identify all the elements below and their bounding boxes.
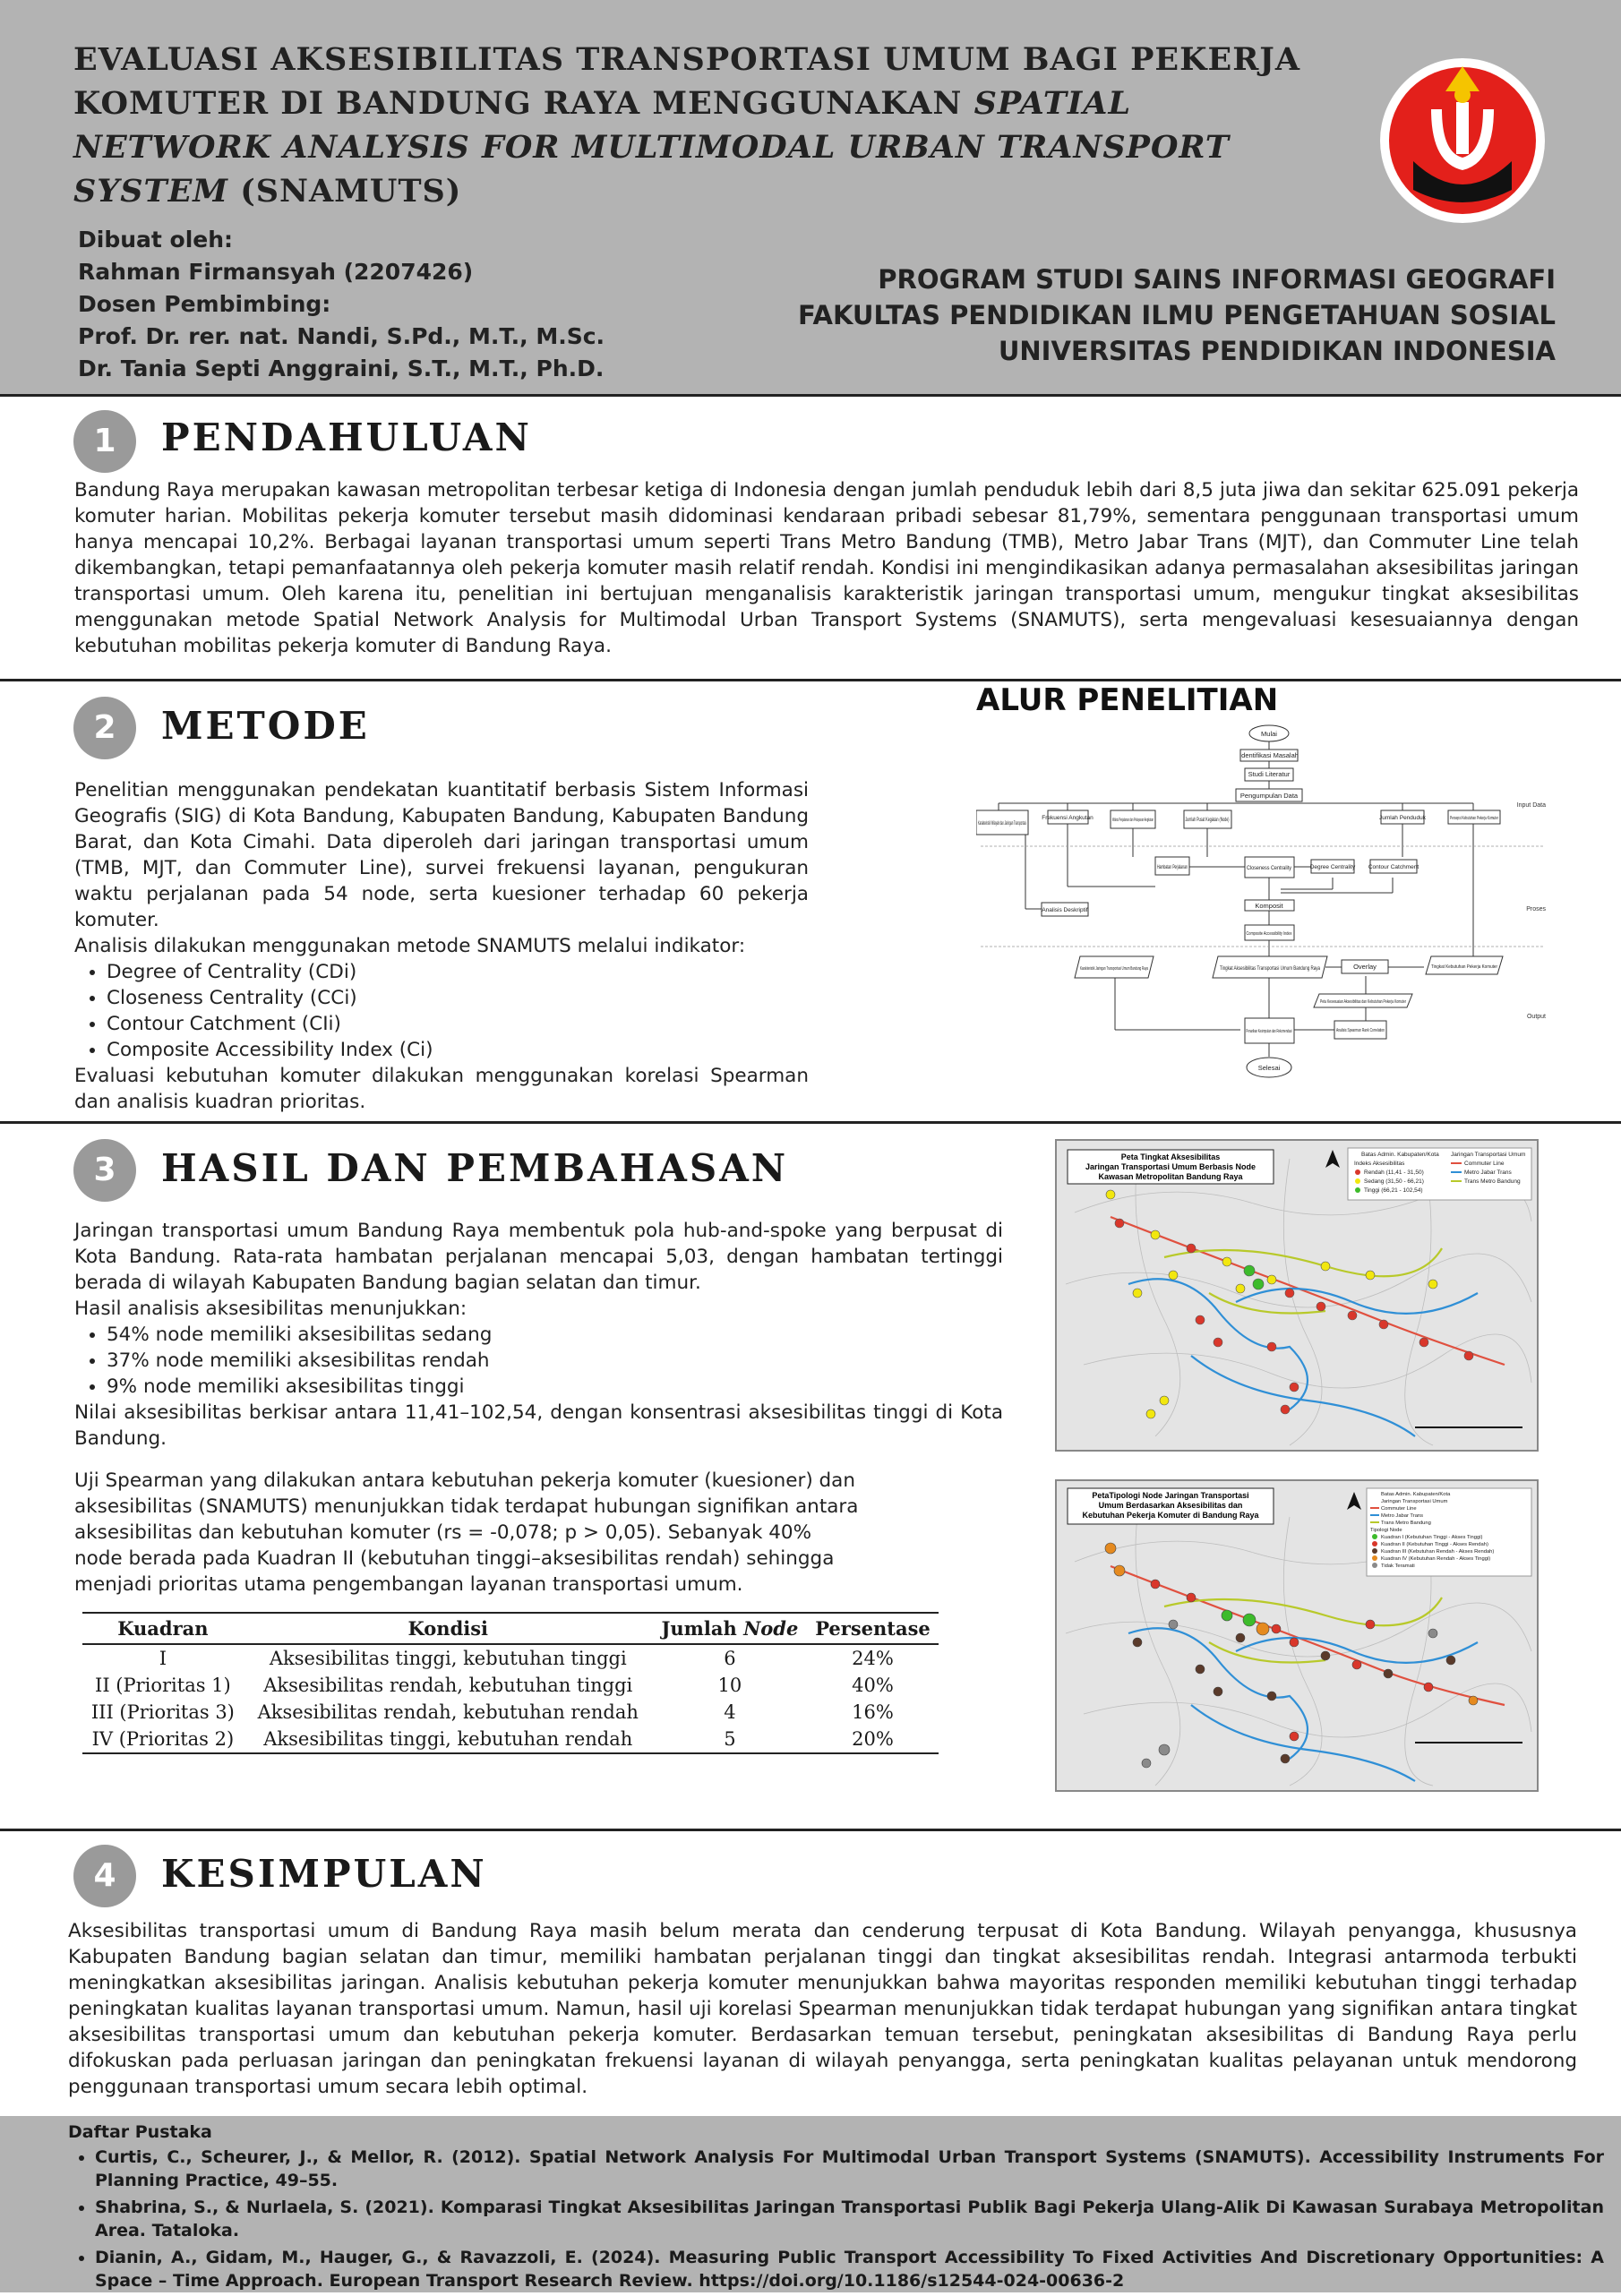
metode-text bbox=[74, 777, 809, 1115]
accessibility-map bbox=[1055, 1139, 1539, 1452]
author-line: Dosen Pembimbing: bbox=[78, 291, 331, 317]
legend-item: Commuter Line bbox=[1464, 1161, 1505, 1167]
table-row bbox=[82, 1699, 939, 1726]
map-title: PetaTipologi Node Jaringan Transportasi bbox=[1092, 1491, 1249, 1500]
flow-node-label: Pengumpulan Data bbox=[1239, 792, 1299, 800]
legend-item: Trans Metro Bandung bbox=[1464, 1178, 1521, 1185]
section-title: METODE bbox=[161, 704, 370, 748]
table-row bbox=[82, 1726, 939, 1753]
divider bbox=[0, 1121, 1621, 1124]
section-number: 2 bbox=[73, 697, 136, 759]
flow-stage-label: Input Data bbox=[1516, 802, 1546, 809]
table-cell: IV (Prioritas 2) bbox=[82, 1726, 244, 1753]
section-number: 1 bbox=[73, 410, 136, 473]
flowchart-title: ALUR PENELITIAN bbox=[976, 682, 1279, 718]
author-line: Prof. Dr. rer. nat. Nandi, S.Pd., M.T., M.Sc. bbox=[78, 323, 605, 349]
table-cell: 4 bbox=[724, 1701, 736, 1723]
section-title: HASIL DAN PEMBAHASAN bbox=[161, 1146, 789, 1190]
table-cell: III (Prioritas 3) bbox=[90, 1701, 235, 1723]
flow-node-label: Hambatan Perjalanan bbox=[1157, 864, 1188, 870]
flow-stage-label: Proses bbox=[1526, 906, 1546, 912]
spearman-text: Uji Spearman yang dilakukan antara kebutuhan pekerja komuter (kuesioner) dan aksesibilitas (SNAMUTS) menunjukkan tidak terdapat hubungan signifikan antara aksesibilitas dan kebutuhan komuter (rs = -0,078; p > 0,05). Sebanyak 40% node berada pada Kuadran II (kebutuhan tinggi–aksesibilitas rendah) sehingga menjadi prioritas utama pengembangan layanan transportasi umum. bbox=[74, 1469, 859, 1596]
flow-node-label: Persepsi Kebutuhan Pekerja Komuter bbox=[1450, 816, 1499, 821]
flow-node-label: Penarikan Kesimpulan dan Rekomendasi bbox=[1246, 1029, 1292, 1034]
flow-node-label: Degree Centrality bbox=[1309, 864, 1356, 870]
flow-node-label: Frekuensi Angkutan bbox=[1042, 815, 1094, 821]
table-cell: Aksesibilitas tinggi, kebutuhan tinggi bbox=[269, 1648, 627, 1669]
table-cell: 16% bbox=[852, 1701, 894, 1723]
legend-item: Commuter Line bbox=[1381, 1506, 1417, 1512]
list-item: • 9% node memiliki aksesibilitas tinggi bbox=[107, 1374, 1003, 1400]
table-cell: Aksesibilitas rendah, kebutuhan tinggi bbox=[263, 1675, 633, 1696]
map-title: Kebutuhan Pekerja Komuter di Bandung Raya bbox=[1082, 1511, 1259, 1520]
legend-item: Kuadran II (Kebutuhan Tinggi - Akses Rendah) bbox=[1381, 1542, 1488, 1547]
hasil-lead: Hasil analisis aksesibilitas menunjukkan: bbox=[74, 1298, 467, 1320]
hasil-text bbox=[74, 1218, 1003, 1452]
flow-node-label: Analisis Deskriptif bbox=[1042, 907, 1088, 913]
hasil-paragraph: Jaringan transportasi umum Bandung Raya membentuk pola hub-and-spoke yang berpusat di Kota Bandung. Rata-rata hambatan perjalanan mencapai 5,03, dengan hambatan tertinggi berada di wilayah Kabupaten Bandung bagian selatan dan timur. bbox=[74, 1220, 1003, 1294]
flow-node-label: Analisis Spearman Rank Correlation bbox=[1336, 1028, 1385, 1033]
reference-item: • Dianin, A., Gidam, M., Hauger, G., & Ravazzoli, E. (2024). Measuring Public Transport Accessibility To Fixed Activities And Discretionary Opportunities: A Space – Time Approach. European Transport Research Review. https://doi.org/10.1186/s12544-024-00636-2 bbox=[95, 2246, 1604, 2292]
table-row bbox=[82, 1672, 939, 1699]
flow-node-label: Composite Accessibility Index bbox=[1246, 931, 1292, 937]
divider bbox=[0, 679, 1621, 681]
flow-node-label: Jumlah Penduduk bbox=[1378, 815, 1427, 821]
divider bbox=[0, 1829, 1621, 1831]
legend-item: Metro Jabar Trans bbox=[1464, 1169, 1512, 1176]
hasil-bullets bbox=[74, 1322, 1003, 1400]
legend-item: Tidak Teramati bbox=[1381, 1564, 1415, 1569]
quadrant-table bbox=[82, 1612, 939, 1754]
flow-node-label: Identifikasi Masalah bbox=[1239, 751, 1299, 759]
legend-item: Metro Jabar Trans bbox=[1381, 1513, 1424, 1519]
table-cell: Aksesibilitas tinggi, kebutuhan rendah bbox=[244, 1726, 653, 1753]
table-header: Kuadran bbox=[82, 1613, 244, 1644]
list-item: • Composite Accessibility Index (Ci) bbox=[107, 1037, 809, 1063]
metode-intro: Penelitian menggunakan pendekatan kuantitatif berbasis Sistem Informasi Geografis (SIG) di Kota Bandung, Kabupaten Bandung, Kabupaten Bandung Barat, dan Kota Cimahi. Data diperoleh dari jaringan transportasi umum (TMB, MJT, dan Commuter Line), survei frekuensi layanan, pengukuran waktu perjalanan pada 54 node, serta kuesioner terhadap 60 pekerja komuter. bbox=[74, 779, 809, 931]
legend-item: Kuadran IV (Kebutuhan Rendah - Akses Tinggi) bbox=[1381, 1556, 1491, 1562]
author-line: Dibuat oleh: bbox=[78, 227, 234, 253]
map-title: Peta Tingkat Aksesibilitas bbox=[1120, 1152, 1221, 1161]
flow-node-label: Karakteristik Jaringan Transportasi Umum Bandung Raya bbox=[1080, 966, 1149, 972]
table-cell: 20% bbox=[807, 1726, 939, 1753]
legend-item: Kuadran III (Kebutuhan Rendah - Akses Rendah) bbox=[1381, 1549, 1495, 1555]
indicator-list bbox=[74, 959, 809, 1063]
author-info bbox=[78, 224, 605, 385]
legend-item: Jaringan Transportasi Umum bbox=[1381, 1499, 1448, 1504]
table-cell: 6 bbox=[724, 1648, 736, 1669]
table-header: Jumlah Node bbox=[653, 1613, 807, 1644]
typology-map bbox=[1055, 1479, 1539, 1792]
legend-item: Tinggi (66,21 - 102,54) bbox=[1364, 1187, 1423, 1194]
table-cell: Aksesibilitas rendah, kebutuhan rendah bbox=[257, 1701, 639, 1723]
flow-node-label: Tingkat Aksesibilitas Transportasi Umum Bandung Raya bbox=[1220, 966, 1321, 972]
program-line: PROGRAM STUDI SAINS INFORMASI GEOGRAFI bbox=[878, 264, 1556, 295]
table-cell: 24% bbox=[852, 1648, 894, 1669]
legend-item: Trans Metro Bandung bbox=[1381, 1521, 1431, 1526]
flow-node-label: Jumlah Pusat Kegiatan (Node) bbox=[1185, 818, 1230, 823]
flow-node-label: Mulai bbox=[1261, 730, 1277, 738]
list-item: • Closeness Centrality (CCi) bbox=[107, 985, 809, 1011]
legend-item: Tipologi Node bbox=[1370, 1528, 1402, 1533]
section-title: KESIMPULAN bbox=[161, 1852, 487, 1896]
section-number: 3 bbox=[73, 1139, 136, 1202]
flow-stage-label: Output bbox=[1526, 1014, 1546, 1020]
flow-node-label: Studi Literatur bbox=[1248, 770, 1291, 778]
references-list bbox=[68, 2146, 1604, 2296]
research-flowchart bbox=[976, 721, 1549, 1106]
flow-node-label: Komposit bbox=[1255, 902, 1283, 910]
flow-node-label: Karakteristik Wilayah dan Jaringan Transportasi bbox=[978, 821, 1026, 827]
table-cell: 40% bbox=[852, 1675, 894, 1696]
table-cell: 5 bbox=[653, 1726, 807, 1753]
flow-node-label: Contour Catchment bbox=[1368, 864, 1419, 870]
legend-item: Kuadran I (Kebutuhan Tinggi - Akses Tinggi) bbox=[1381, 1535, 1483, 1540]
hasil-paragraph: Nilai aksesibilitas berkisar antara 11,41–102,54, dengan konsentrasi aksesibilitas tinggi di Kota Bandung. bbox=[74, 1401, 1003, 1450]
list-item: • 37% node memiliki aksesibilitas rendah bbox=[107, 1348, 1003, 1374]
flow-node-label: Selesai bbox=[1257, 1064, 1281, 1072]
list-item: • 54% node memiliki aksesibilitas sedang bbox=[107, 1322, 1003, 1348]
poster-title: EVALUASI AKSESIBILITAS TRANSPORTASI UMUM BAGI PEKERJA KOMUTER DI BANDUNG RAYA MENGGUNAKAN SPATIAL NETWORK ANALYSIS FOR MULTIMODAL URBAN TRANSPORT SYSTEM (SNAMUTS) bbox=[73, 41, 1301, 210]
program-line: UNIVERSITAS PENDIDIKAN INDONESIA bbox=[998, 336, 1556, 366]
reference-item: • Shabrina, S., & Nurlaela, S. (2021). Komparasi Tingkat Aksesibilitas Jaringan Transportasi Publik Bagi Pekerja Ulang-Alik Di Kawasan Surabaya Metropolitan Area. Tataloka. bbox=[95, 2196, 1604, 2242]
section-number: 4 bbox=[73, 1845, 136, 1907]
table-cell: 10 bbox=[717, 1675, 742, 1696]
legend-item: Batas Admin. Kabupaten/Kota bbox=[1381, 1492, 1451, 1497]
table-cell: II (Prioritas 1) bbox=[95, 1675, 231, 1696]
program-info bbox=[798, 261, 1556, 369]
flow-node-label: Peta Kesesuaian Aksesibilitas dan Kebutuhan Pekerja Komuter bbox=[1320, 999, 1407, 1005]
legend-item: Indeks Aksesibilitas bbox=[1354, 1161, 1405, 1167]
legend-item: Batas Admin. Kabupaten/Kota bbox=[1361, 1152, 1439, 1158]
references-title: Daftar Pustaka bbox=[68, 2122, 212, 2142]
legend-item: Sedang (31,50 - 66,21) bbox=[1364, 1178, 1424, 1185]
section-title: PENDAHULUAN bbox=[161, 416, 532, 459]
program-line: FAKULTAS PENDIDIKAN ILMU PENGETAHUAN SOSIAL bbox=[798, 300, 1556, 330]
flow-node-label: Overlay bbox=[1353, 963, 1377, 971]
flow-node-label: Closeness Centrality bbox=[1247, 865, 1292, 871]
pendahuluan-text: Bandung Raya merupakan kawasan metropolitan terbesar ketiga di Indonesia dengan jumlah penduduk lebih dari 8,5 juta jiwa dan sekitar 625.091 pekerja komuter harian. Mobilitas pekerja komuter tersebut masih didominasi kendaraan pribadi sebesar 81,79%, sementara penggunaan transportasi umum hanya mencapai 10,2%. Berbagai layanan transportasi umum seperti Trans Metro Bandung (TMB), Metro Jabar Trans (MJT), dan Commuter Line telah dikembangkan, tetapi pemanfaatannya oleh pekerja komuter masih relatif rendah. Kondisi ini mengindikasikan adanya permasalahan aksesibilitas jaringan transportasi umum. Oleh karena itu, penelitian ini bertujuan menganalisis karakteristik jaringan transportasi umum, mengukur tingkat aksesibilitas menggunakan metode Spatial Network Analysis for Multimodal Urban Transport Systems (SNAMUTS), serta mengevaluasi kesesuaiannya dengan kebutuhan mobilitas pekerja komuter di Bandung Raya. bbox=[74, 479, 1579, 657]
table-header: Kondisi bbox=[244, 1613, 653, 1644]
table-header: Persentase bbox=[807, 1613, 939, 1644]
university-logo bbox=[1377, 56, 1548, 226]
map-title: Kawasan Metropolitan Bandung Raya bbox=[1098, 1172, 1243, 1181]
author-line: Dr. Tania Septi Anggraini, S.T., M.T., Ph.D. bbox=[78, 356, 605, 381]
flow-node-label: Waktu Perjalanan dan Pelayanan Angkutan bbox=[1112, 818, 1154, 823]
list-item: • Degree of Centrality (CDi) bbox=[107, 959, 809, 985]
metode-outro: Evaluasi kebutuhan komuter dilakukan menggunakan korelasi Spearman dan analisis kuadran prioritas. bbox=[74, 1065, 809, 1113]
table-header-row bbox=[82, 1613, 939, 1644]
divider bbox=[0, 394, 1621, 397]
author-line: Rahman Firmansyah (2207426) bbox=[78, 259, 474, 285]
table-cell: I bbox=[159, 1648, 167, 1669]
kesimpulan-text: Aksesibilitas transportasi umum di Bandung Raya masih belum merata dan cenderung terpusat di Kota Bandung. Wilayah penyangga, khususnya Kabupaten Bandung bagian selatan dan timur, memiliki hambatan perjalanan tinggi dan tingkat aksesibilitas rendah. Integrasi antarmoda terbukti meningkatkan aksesibilitas jaringan. Analisis kebutuhan pekerja komuter menunjukkan bahwa mayoritas responden memiliki kebutuhan tinggi terhadap peningkatan kualitas layanan transportasi umum. Namun, hasil uji korelasi Spearman menunjukkan tidak terdapat hubungan yang signifikan antara tingkat aksesibilitas transportasi umum dan kebutuhan pekerja komuter. Berdasarkan temuan tersebut, peningkatan aksesibilitas di Bandung Raya perlu difokuskan pada perluasan jaringan dan peningkatan frekuensi layanan di wilayah penyangga, serta peningkatan kualitas pelayanan untuk mendorong penggunaan transportasi umum secara lebih optimal. bbox=[68, 1920, 1577, 2098]
map-title: Jaringan Transportasi Umum Berbasis Node bbox=[1085, 1162, 1256, 1171]
table-row bbox=[82, 1644, 939, 1672]
map-title: Umum Berdasarkan Aksesibilitas dan bbox=[1098, 1501, 1243, 1510]
reference-item: • Curtis, C., Scheurer, J., & Mellor, R. (2012). Spatial Network Analysis For Multimodal Urban Transport Systems (SNAMUTS). Accessibility Instruments For Planning Practice, 49–55. bbox=[95, 2146, 1604, 2192]
list-item: • Contour Catchment (CIi) bbox=[107, 1011, 809, 1037]
legend-item: Jaringan Transportasi Umum bbox=[1451, 1152, 1526, 1158]
flow-node-label: Tingkat Kebutuhan Pekerja Komuter bbox=[1431, 964, 1498, 970]
legend-item: Rendah (11,41 - 31,50) bbox=[1364, 1169, 1424, 1176]
metode-lead: Analisis dilakukan menggunakan metode SNAMUTS melalui indikator: bbox=[74, 935, 746, 957]
